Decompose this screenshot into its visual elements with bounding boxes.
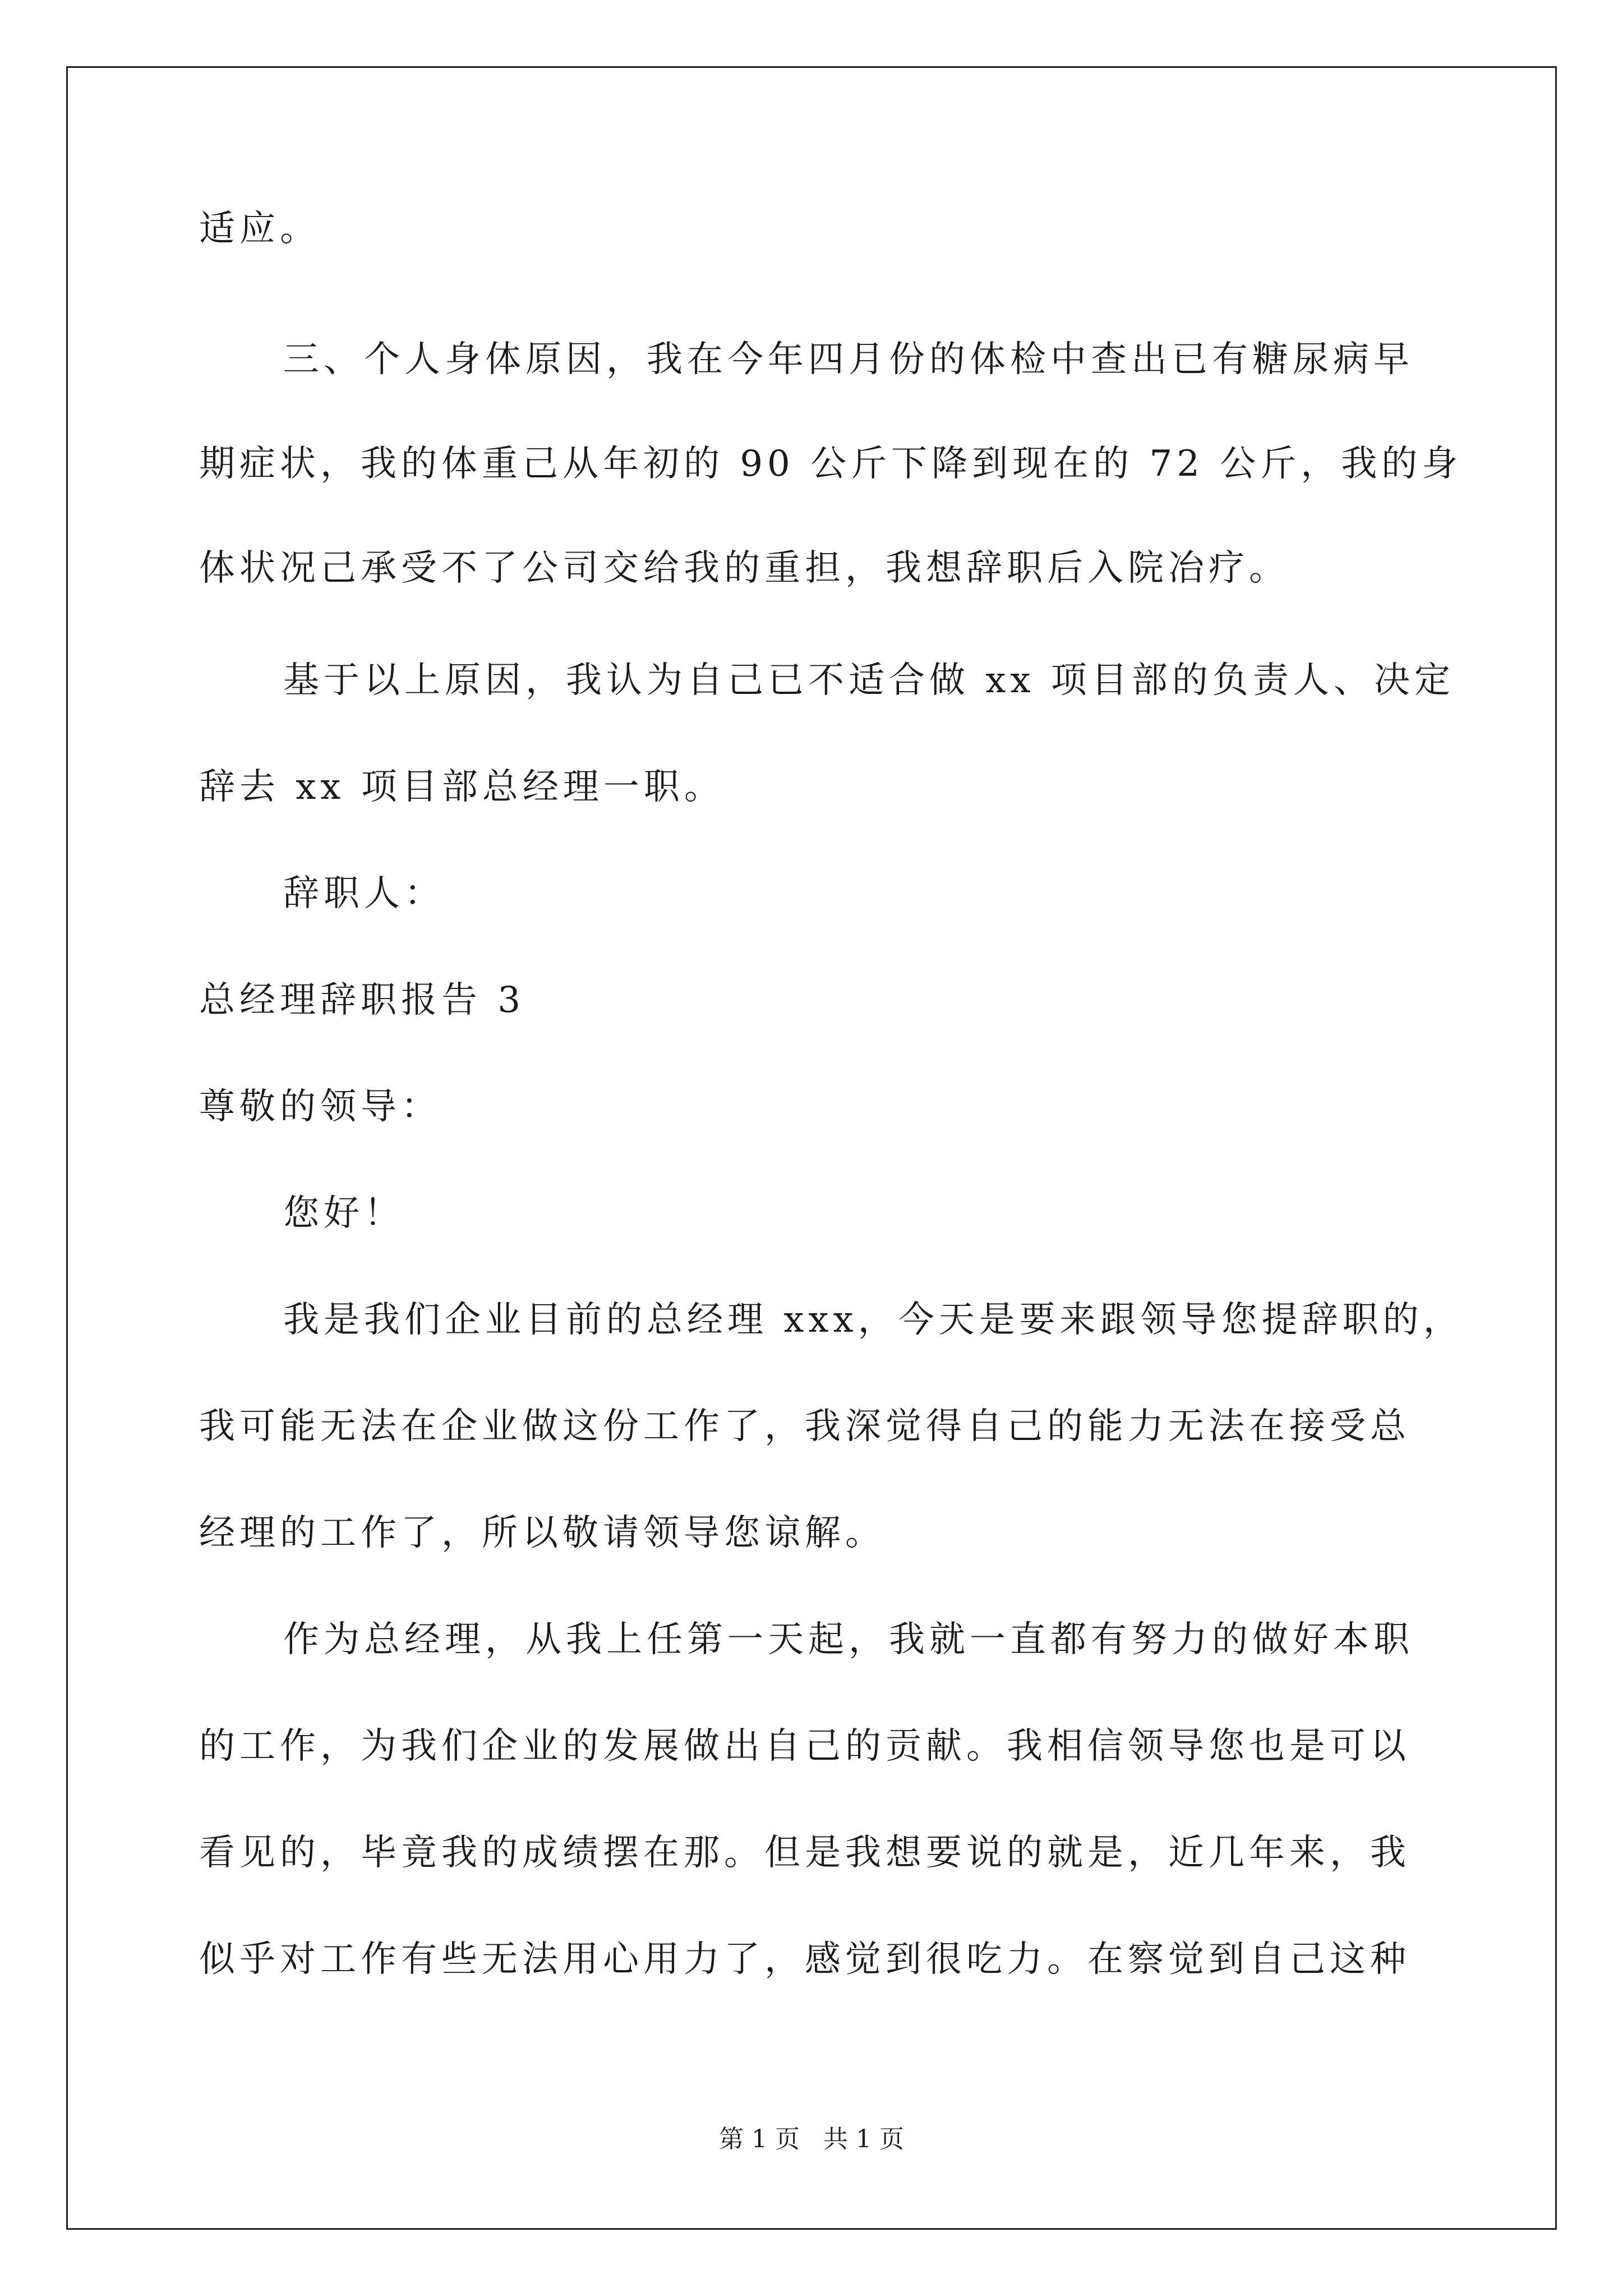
signature-label: 辞职人： bbox=[283, 873, 445, 914]
section-heading: 总经理辞职报告 3 bbox=[199, 979, 525, 1021]
text-line: 适应。 bbox=[199, 208, 320, 250]
salutation: 尊敬的领导： bbox=[199, 1086, 441, 1128]
paragraph-line: 基于以上原因，我认为自己已不适合做 xx 项目部的负责人、决定 bbox=[283, 660, 1455, 701]
text-line: 体状况己承受不了公司交给我的重担，我想辞职后入院冶疗。 bbox=[199, 547, 1289, 589]
greeting: 您好！ bbox=[283, 1193, 404, 1234]
text-line: 辞去 xx 项目部总经理一职。 bbox=[199, 766, 725, 808]
page-number: 第 1 页 共 1 页 bbox=[719, 2125, 904, 2154]
paragraph-line: 三、个人身体原因，我在今年四月份的体检中查出已有糖尿病早 bbox=[283, 339, 1414, 380]
page-border bbox=[66, 66, 1557, 2230]
text-line: 经理的工作了，所以敬请领导您谅解。 bbox=[199, 1512, 886, 1554]
text-line: 期症状，我的体重己从年初的 90 公斤下降到现在的 72 公斤，我的身 bbox=[199, 443, 1463, 485]
text-line: 我可能无法在企业做这份工作了，我深觉得自己的能力无法在接受总 bbox=[199, 1406, 1410, 1447]
text-line: 似乎对工作有些无法用心用力了，感觉到很吃力。在察觉到自己这种 bbox=[199, 1939, 1410, 1980]
text-line: 看见的，毕竟我的成绩摆在那。但是我想要说的就是，近几年来，我 bbox=[199, 1832, 1410, 1874]
paragraph-line: 我是我们企业目前的总经理 xxx，今天是要来跟领导您提辞职的， bbox=[283, 1299, 1464, 1341]
paragraph-line: 作为总经理，从我上任第一天起，我就一直都有努力的做好本职 bbox=[283, 1619, 1414, 1660]
text-line: 的工作，为我们企业的发展做出自己的贡献。我相信领导您也是可以 bbox=[199, 1726, 1410, 1767]
